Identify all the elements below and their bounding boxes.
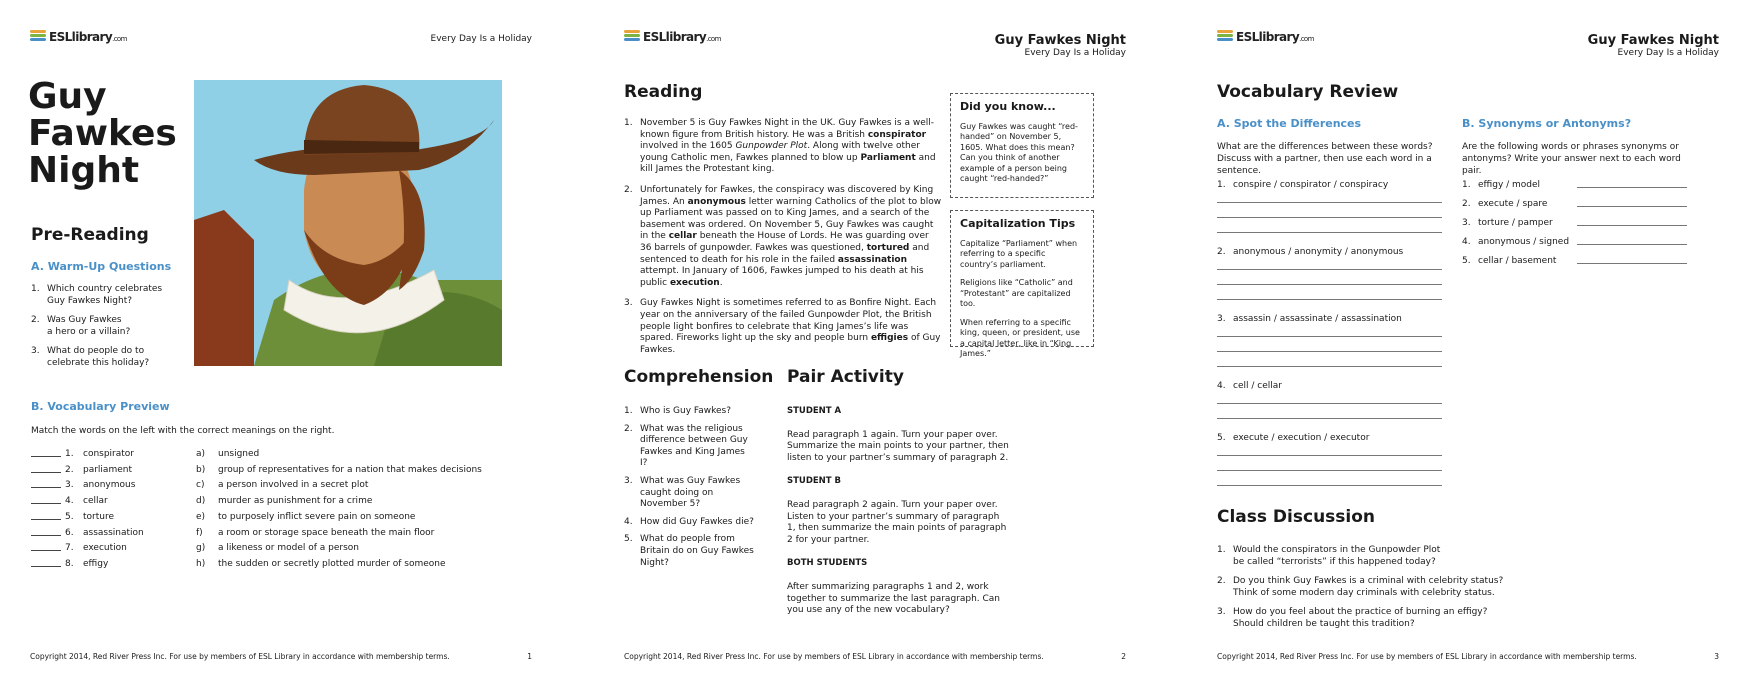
list-item — [624, 517, 754, 529]
item-number: 1. — [1462, 180, 1471, 190]
question-number: 1. — [624, 406, 633, 416]
item-text — [1233, 606, 1487, 630]
question-number: 2. — [624, 423, 633, 434]
item-text — [1233, 575, 1503, 599]
item-text: execute / execution / executor — [1233, 433, 1370, 443]
list-item — [1462, 199, 1687, 211]
table-row — [31, 447, 482, 463]
logo-stripes-icon — [30, 30, 46, 44]
spot-differences-list — [1217, 180, 1442, 500]
list-item — [1462, 180, 1687, 192]
table-row — [31, 494, 482, 510]
word-number: 1. — [65, 449, 74, 459]
line-1: Would the conspirators in the Gunpowder Plot — [1233, 545, 1441, 555]
reading-paragraph — [624, 185, 942, 289]
question-text: Who is Guy Fawkes? — [640, 406, 732, 416]
meaning-letter: f) — [196, 527, 203, 538]
list-item — [624, 476, 754, 511]
meaning-letter: c) — [196, 480, 205, 491]
line-2: Think of some modern day criminals with celebrity status. — [1233, 588, 1495, 598]
meaning-letter: g) — [196, 543, 206, 554]
list-item — [1217, 180, 1442, 233]
pair-activity: STUDENT A Read paragraph 1 again. Turn your paper over. Summarize the main points to your partner, then listen to your partner’s summary of paragraph 2. STUDENT B Read paragraph 2 again. Turn your paper over. Listen to your partner’s summary of paragraph 1, then summarize the main points of paragraph 2 for your partner. BOTH STUDENTS After summarizing paragraphs 1 and 2, work together to summarize the last paragraph. Can you use any of the new vocabulary? — [787, 406, 1009, 616]
word-number: 4. — [65, 496, 74, 507]
item-text: assassin / assassinate / assassination — [1233, 314, 1402, 324]
esl-library-logo: ESLlibrary.com — [1217, 30, 1314, 44]
line-1: Do you think Guy Fawkes is a criminal with celebrity status? — [1233, 576, 1504, 586]
question-number: 4. — [624, 516, 633, 527]
page-footer: Copyright 2014, Red River Press Inc. For use by members of ESL Library in accordance with membership terms. 2 — [624, 652, 1126, 661]
item-number: 3. — [1217, 314, 1226, 324]
line-1: How do you feel about the practice of burning an effigy? — [1233, 607, 1488, 617]
list-item — [1217, 314, 1442, 367]
item-number: 2. — [1462, 199, 1471, 209]
writing-line — [1217, 470, 1442, 471]
logo-stripes-icon — [624, 30, 640, 44]
item-label — [1217, 180, 1442, 190]
question-text: What was Guy Fawkes caught doing on November 5? — [640, 475, 741, 510]
writing-line — [1217, 299, 1442, 300]
paragraph-text: November 5 is Guy Fawkes Night in the UK. Guy Fawkes is a well-known figure from British history. He was a British conspirator involved in the 1605 Gunpowder Plot. Along with twelve other young Catholic men, Fawkes planned to blow up Parliament and kill James the Protestant king. — [640, 118, 936, 175]
synonyms-heading: B. Synonyms or Antonyms? — [1462, 117, 1632, 130]
reading-heading: Reading — [624, 82, 703, 102]
pair-activity-heading: Pair Activity — [787, 367, 904, 387]
item-text: torture / pamper — [1478, 218, 1553, 228]
meaning-letter: d) — [196, 496, 206, 507]
paragraph-number: 3. — [624, 298, 633, 309]
writing-line — [1217, 418, 1442, 419]
page-header: Guy Fawkes Night Every Day Is a Holiday — [994, 33, 1126, 58]
warmup-list — [31, 283, 162, 375]
paragraph-number: 2. — [624, 184, 633, 195]
answer-blank — [31, 510, 61, 520]
comprehension-questions — [624, 406, 754, 575]
meaning-letter: h) — [196, 558, 206, 569]
answer-blank — [31, 526, 61, 536]
list-item — [1462, 256, 1687, 268]
word: effigy — [83, 558, 109, 569]
logo-stripes-icon — [1217, 30, 1233, 44]
list-item — [1217, 381, 1442, 419]
answer-blank — [31, 541, 61, 551]
question-number: 3. — [624, 475, 633, 486]
page-footer: Copyright 2014, Red River Press Inc. For use by members of ESL Library in accordance with membership terms. 1 — [30, 652, 532, 661]
meaning-letter: a) — [196, 449, 206, 459]
list-item: 3. What do people do to celebrate this holiday? — [31, 346, 150, 368]
meaning: murder as punishment for a crime — [218, 496, 373, 507]
table-row — [31, 478, 482, 494]
item-text — [1233, 544, 1440, 568]
page-header: Guy Fawkes Night Every Day Is a Holiday — [1587, 33, 1719, 58]
pre-reading-heading: Pre-Reading — [31, 225, 149, 245]
meaning: a likeness or model of a person — [218, 543, 359, 554]
word: assassination — [83, 527, 144, 538]
answer-line — [1577, 218, 1687, 226]
answer-line — [1577, 199, 1687, 207]
writing-line — [1217, 202, 1442, 203]
meaning: the sudden or secretly plotted murder of someone — [218, 558, 446, 569]
list-item — [1217, 544, 1503, 568]
writing-line — [1217, 403, 1442, 404]
question-text: How did Guy Fawkes die? — [640, 516, 754, 527]
page-title: Guy Fawkes Night — [28, 76, 177, 191]
list-item — [1217, 575, 1503, 599]
writing-line — [1217, 269, 1442, 270]
reading-paragraph — [624, 118, 942, 176]
list-item — [624, 424, 754, 470]
answer-blank — [31, 494, 61, 504]
question-text: What do people from Britain do on Guy Fawkes Night? — [640, 534, 754, 568]
item-number: 2. — [1217, 247, 1226, 257]
table-row — [31, 463, 482, 479]
worksheet-page-1 — [0, 0, 570, 686]
item-number: 3. — [1217, 607, 1226, 617]
esl-library-logo: ESLlibrary.com — [624, 30, 721, 44]
paragraph-text: Unfortunately for Fawkes, the conspiracy was discovered by King James. An anonymous letter warning Catholics of the plot to blow up Parliament was passed on to King James, and a search of the basement was ordered. On November 5, Guy Fawkes was caught in the cellar beneath the House of Lords. He was guarding over 36 barrels of gunpowder. Fawkes was questioned, tortured and sentenced to death for his role in the failed assassination attempt. In January of 1606, Fawkes jumped to his death at his public execution. — [640, 184, 942, 288]
list-item: 2. Was Guy Fawkes a hero or a villain? — [31, 315, 131, 337]
item-text: execute / spare — [1478, 199, 1548, 209]
synonyms-list — [1462, 180, 1687, 275]
table-row — [31, 510, 482, 526]
word: torture — [83, 511, 115, 522]
item-number: 1. — [1217, 545, 1226, 555]
answer-blank — [31, 557, 61, 567]
word: anonymous — [83, 480, 136, 491]
capitalization-tips-box: Capitalization Tips Capitalize “Parliament” when referring to a specific country’s parliament. Religions like “Catholic” and “Protestant” are capitalized too. When referring to a specific king, queen, or president, use a capital letter, like in “King James.” — [950, 210, 1094, 347]
vocab-preview-heading: B. Vocabulary Preview — [31, 400, 170, 413]
item-number: 1. — [1217, 180, 1226, 190]
meaning: unsigned — [218, 449, 260, 459]
item-number: 2. — [1217, 576, 1226, 586]
reading-paragraph — [624, 298, 942, 356]
list-item: 1. Which country celebrates Guy Fawkes Night? — [31, 284, 163, 306]
esl-library-logo: ESLlibrary.com — [30, 30, 127, 44]
word-number: 3. — [65, 480, 74, 491]
table-row — [31, 541, 482, 557]
word: parliament — [83, 464, 132, 475]
answer-blank — [31, 463, 61, 473]
line-2: be called “terrorists” if this happened today? — [1233, 557, 1436, 567]
paragraph-text: Guy Fawkes Night is sometimes referred to as Bonfire Night. Each year on the anniversary of the failed Gunpowder Plot, the British people light bonfires to celebrate that King James’s life was spared. Fireworks light up the sky and people burn effigies of Guy Fawkes. — [640, 298, 941, 355]
comprehension-heading: Comprehension — [624, 367, 774, 387]
question-number: 5. — [624, 534, 633, 545]
guy-fawkes-illustration — [194, 80, 502, 366]
line-2: Should children be taught this tradition? — [1233, 619, 1415, 629]
word: conspirator — [83, 449, 135, 459]
word: execution — [83, 543, 127, 554]
word-number: 6. — [65, 527, 74, 538]
item-label — [1217, 381, 1442, 391]
answer-line — [1577, 180, 1687, 188]
meaning-letter: e) — [196, 511, 206, 522]
vocab-review-heading: Vocabulary Review — [1217, 82, 1399, 102]
list-item — [624, 406, 754, 418]
vocab-instructions: Match the words on the left with the correct meanings on the right. — [31, 426, 335, 436]
item-text: effigy / model — [1478, 180, 1541, 190]
item-number: 5. — [1217, 433, 1226, 443]
question-text: What was the religious difference between Guy Fawkes and King James I? — [640, 423, 748, 469]
word-number: 8. — [65, 558, 74, 569]
answer-blank — [31, 478, 61, 488]
table-row — [31, 557, 482, 573]
worksheet-page-3 — [1187, 0, 1757, 686]
item-number: 5. — [1462, 256, 1471, 266]
writing-line — [1217, 366, 1442, 367]
list-item — [624, 534, 754, 569]
meaning: to purposely inflict severe pain on someone — [218, 511, 416, 522]
item-label — [1217, 433, 1442, 443]
page-footer: Copyright 2014, Red River Press Inc. For use by members of ESL Library in accordance with membership terms. 3 — [1217, 652, 1719, 661]
answer-blank — [31, 447, 61, 457]
list-item — [1217, 606, 1503, 630]
writing-line — [1217, 217, 1442, 218]
vocab-match-table — [31, 447, 482, 573]
item-text: anonymous / signed — [1478, 237, 1570, 247]
item-text: anonymous / anonymity / anonymous — [1233, 247, 1404, 257]
meaning-letter: b) — [196, 464, 206, 475]
paragraph-number: 1. — [624, 118, 633, 128]
item-number: 3. — [1462, 218, 1471, 228]
item-text: conspire / conspirator / conspiracy — [1233, 180, 1389, 190]
list-item — [1217, 247, 1442, 300]
meaning: group of representatives for a nation that makes decisions — [218, 464, 482, 475]
reading-paragraphs — [624, 118, 942, 365]
word-number: 2. — [65, 464, 74, 475]
class-discussion-heading: Class Discussion — [1217, 507, 1376, 527]
worksheet-page-2 — [594, 0, 1164, 686]
writing-line — [1217, 485, 1442, 486]
writing-line — [1217, 351, 1442, 352]
warmup-heading: A. Warm-Up Questions — [31, 260, 172, 273]
list-item — [1217, 433, 1442, 486]
writing-line — [1217, 336, 1442, 337]
series-label: Every Day Is a Holiday — [430, 34, 532, 44]
writing-line — [1217, 232, 1442, 233]
word-number: 5. — [65, 511, 74, 522]
spot-differences-heading: A. Spot the Differences — [1217, 117, 1362, 130]
table-row — [31, 526, 482, 542]
list-item — [1462, 218, 1687, 230]
spot-differences-instructions: What are the differences between these words? Discuss with a partner, then use each word in a sentence. — [1217, 142, 1433, 176]
item-text: cellar / basement — [1478, 256, 1557, 266]
answer-line — [1577, 256, 1687, 264]
class-discussion-list — [1217, 544, 1503, 637]
word-number: 7. — [65, 543, 74, 554]
writing-line — [1217, 284, 1442, 285]
item-label — [1217, 247, 1442, 257]
list-item — [1462, 237, 1687, 249]
meaning: a person involved in a secret plot — [218, 480, 369, 491]
writing-line — [1217, 455, 1442, 456]
answer-line — [1577, 237, 1687, 245]
item-number: 4. — [1217, 381, 1226, 391]
item-label — [1217, 314, 1442, 324]
did-you-know-box: Did you know... Guy Fawkes was caught “red-handed” on November 5, 1605. What does this mean? Can you think of another example of a person being caught “red-handed?” — [950, 93, 1094, 198]
word: cellar — [83, 496, 108, 507]
synonyms-instructions: Are the following words or phrases synonyms or antonyms? Write your answer next to each word pair. — [1462, 142, 1681, 176]
meaning: a room or storage space beneath the main floor — [218, 527, 435, 538]
item-text: cell / cellar — [1233, 381, 1282, 391]
item-number: 4. — [1462, 237, 1471, 247]
